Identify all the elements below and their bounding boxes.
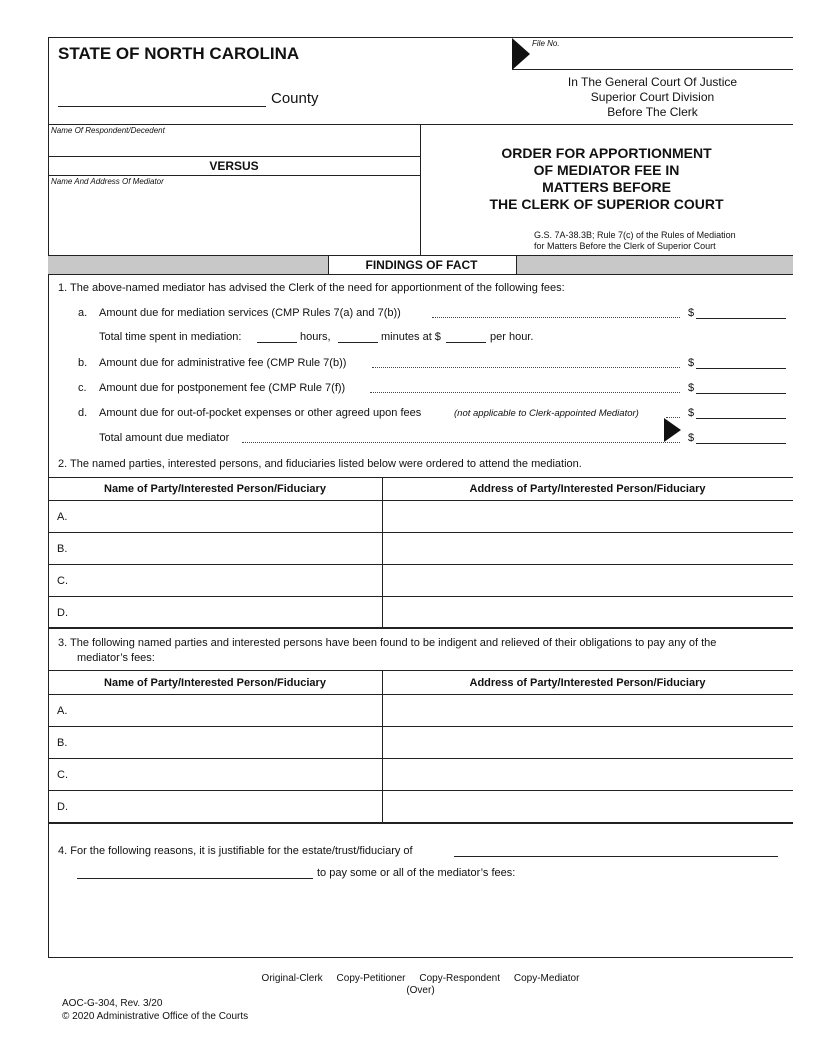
- table1-row-a-name-field[interactable]: [72, 502, 380, 531]
- table1-top: [48, 477, 793, 478]
- item-a-leader: [432, 317, 680, 318]
- item-a-amount-field[interactable]: [696, 318, 786, 319]
- time-text-2: hours,: [300, 331, 331, 343]
- item-3-text-line-2: mediator’s fees:: [77, 652, 155, 664]
- table2-row-d-address-field[interactable]: [385, 792, 791, 821]
- table1-row-b-name-field[interactable]: [72, 534, 380, 563]
- item-d-dollar: $: [688, 407, 695, 419]
- item-c-label: c.: [78, 382, 87, 394]
- table2-row-line: [48, 790, 793, 791]
- table2-top: [48, 670, 793, 671]
- table1-col1-header: Name of Party/Interested Person/Fiduciary: [104, 483, 326, 495]
- bottom-border: [48, 957, 793, 958]
- statute-line-2: for Matters Before the Clerk of Superior Court: [534, 241, 716, 251]
- time-text-4: per hour.: [490, 331, 534, 343]
- table1-row-b: B.: [57, 543, 68, 555]
- form-title-line-4: THE CLERK OF SUPERIOR COURT: [489, 196, 724, 212]
- file-no-label: File No.: [532, 39, 560, 48]
- item-a-dollar: $: [688, 307, 695, 319]
- table1-header-line: [48, 500, 793, 501]
- versus-label: VERSUS: [209, 159, 259, 173]
- findings-heading: FINDINGS OF FACT: [365, 258, 478, 272]
- total-amount-field[interactable]: [696, 443, 786, 444]
- item-2-text: 2. The named parties, interested persons, and fiduciaries listed below were ordered to attend the mediation.: [58, 458, 582, 470]
- item-a-label: a.: [78, 307, 88, 319]
- table2-bottom: [48, 822, 793, 824]
- rate-field[interactable]: [446, 342, 486, 343]
- total-leader: [242, 442, 680, 443]
- item-b-amount-field[interactable]: [696, 368, 786, 369]
- table2-row-b: B.: [57, 737, 68, 749]
- table2-col1-header: Name of Party/Interested Person/Fiduciary: [104, 677, 326, 689]
- table2-row-c: C.: [57, 769, 68, 781]
- table2-row-line: [48, 758, 793, 759]
- county-label: County: [271, 90, 319, 107]
- estate-name-field-cont[interactable]: [77, 878, 313, 879]
- table1-row-d-address-field[interactable]: [385, 598, 791, 627]
- file-no-arrow-icon: [512, 38, 530, 70]
- court-line-1: In The General Court Of Justice: [567, 75, 738, 89]
- item-c-amount-field[interactable]: [696, 393, 786, 394]
- table2-row-d-name-field[interactable]: [72, 792, 380, 821]
- time-text-1: Total time spent in mediation:: [99, 331, 242, 343]
- item-c-dollar: $: [688, 382, 695, 394]
- top-border: [48, 37, 793, 38]
- table1-row-line: [48, 596, 793, 597]
- total-arrow-icon: [664, 418, 681, 442]
- item-b-text: Amount due for administrative fee (CMP Rule 7(b)): [99, 357, 347, 369]
- item-d-amount-field[interactable]: [696, 418, 786, 419]
- county-field[interactable]: [58, 106, 266, 107]
- respondent-label: Name Of Respondent/Decedent: [51, 126, 165, 135]
- item-4-text-b: to pay some or all of the mediator’s fees:: [317, 867, 516, 879]
- table2-col2-header: Address of Party/Interested Person/Fiduciary: [469, 677, 706, 689]
- estate-name-field[interactable]: [454, 856, 778, 857]
- table2-header-line: [48, 694, 793, 695]
- court-line-2: Superior Court Division: [590, 90, 715, 104]
- item-1-text: 1. The above-named mediator has advised the Clerk of the need for apportionment of the following fees:: [58, 282, 565, 294]
- table2-row-b-address-field[interactable]: [385, 728, 791, 757]
- item-b-dollar: $: [688, 357, 695, 369]
- hours-field[interactable]: [257, 342, 297, 343]
- item-b-leader: [372, 367, 680, 368]
- state-title: STATE OF NORTH CAROLINA: [58, 44, 300, 63]
- form-title-line-1: ORDER FOR APPORTIONMENT: [501, 145, 712, 161]
- copy-distribution: Original-Clerk Copy-Petitioner Copy-Respondent Copy-Mediator: [261, 973, 580, 984]
- court-line-3: Before The Clerk: [607, 105, 698, 119]
- item-d-label: d.: [78, 407, 88, 419]
- table1-row-c-name-field[interactable]: [72, 566, 380, 595]
- statute-line-1: G.S. 7A-38.3B; Rule 7(c) of the Rules of Mediation: [534, 230, 736, 240]
- table1-row-b-address-field[interactable]: [385, 534, 791, 563]
- table1-row-d-name-field[interactable]: [72, 598, 380, 627]
- table2-row-line: [48, 726, 793, 727]
- table1-row-line: [48, 564, 793, 565]
- table1-row-c-address-field[interactable]: [385, 566, 791, 595]
- versus-line: [48, 175, 420, 176]
- form-title-line-2: OF MEDIATOR FEE IN: [533, 162, 680, 178]
- minutes-field[interactable]: [338, 342, 378, 343]
- item-3-text-line-1: 3. The following named parties and interested persons have been found to be indigent and relieved of their obligations to pay any of the: [58, 637, 717, 649]
- item-d-text: Amount due for out-of-pocket expenses or other agreed upon fees: [99, 407, 422, 419]
- item-c-text: Amount due for postponement fee (CMP Rule 7(f)): [99, 382, 346, 394]
- item-b-label: b.: [78, 357, 88, 369]
- table1-row-a-address-field[interactable]: [385, 502, 791, 531]
- table2-row-c-address-field[interactable]: [385, 760, 791, 789]
- table2-row-b-name-field[interactable]: [72, 728, 380, 757]
- mediator-label: Name And Address Of Mediator: [51, 177, 164, 186]
- total-text: Total amount due mediator: [99, 432, 230, 444]
- table1-row-line: [48, 532, 793, 533]
- respondent-field[interactable]: [50, 136, 418, 156]
- table1-row-a: A.: [57, 511, 68, 523]
- table2-row-a: A.: [57, 705, 68, 717]
- table2-row-d: D.: [57, 801, 68, 813]
- table1-col2-header: Address of Party/Interested Person/Fiduciary: [469, 483, 706, 495]
- item-c-leader: [370, 392, 680, 393]
- copyright: © 2020 Administrative Office of the Courts: [62, 1011, 249, 1022]
- table2-col-divider: [382, 670, 383, 823]
- over-label: (Over): [406, 985, 435, 996]
- file-no-field[interactable]: [512, 69, 793, 70]
- table1-bottom: [48, 627, 793, 629]
- item-a-text: Amount due for mediation services (CMP Rules 7(a) and 7(b)): [99, 307, 401, 319]
- table1-row-d: D.: [57, 607, 68, 619]
- respondent-line: [48, 156, 420, 157]
- table2-row-c-name-field[interactable]: [72, 760, 380, 789]
- item-d-note: (not applicable to Clerk-appointed Mediator): [454, 408, 639, 419]
- table2-row-a-address-field[interactable]: [385, 696, 791, 725]
- form-title-line-3: MATTERS BEFORE: [542, 179, 671, 195]
- form-id: AOC-G-304, Rev. 3/20: [62, 998, 163, 1009]
- mediator-field[interactable]: [50, 188, 418, 252]
- table1-row-c: C.: [57, 575, 68, 587]
- total-dollar: $: [688, 432, 695, 444]
- table2-row-a-name-field[interactable]: [72, 696, 380, 725]
- table1-col-divider: [382, 477, 383, 628]
- reasons-field[interactable]: [58, 884, 788, 952]
- time-text-3: minutes at $: [381, 331, 441, 343]
- item-4-text-a: 4. For the following reasons, it is justifiable for the estate/trust/fiduciary of: [58, 845, 413, 857]
